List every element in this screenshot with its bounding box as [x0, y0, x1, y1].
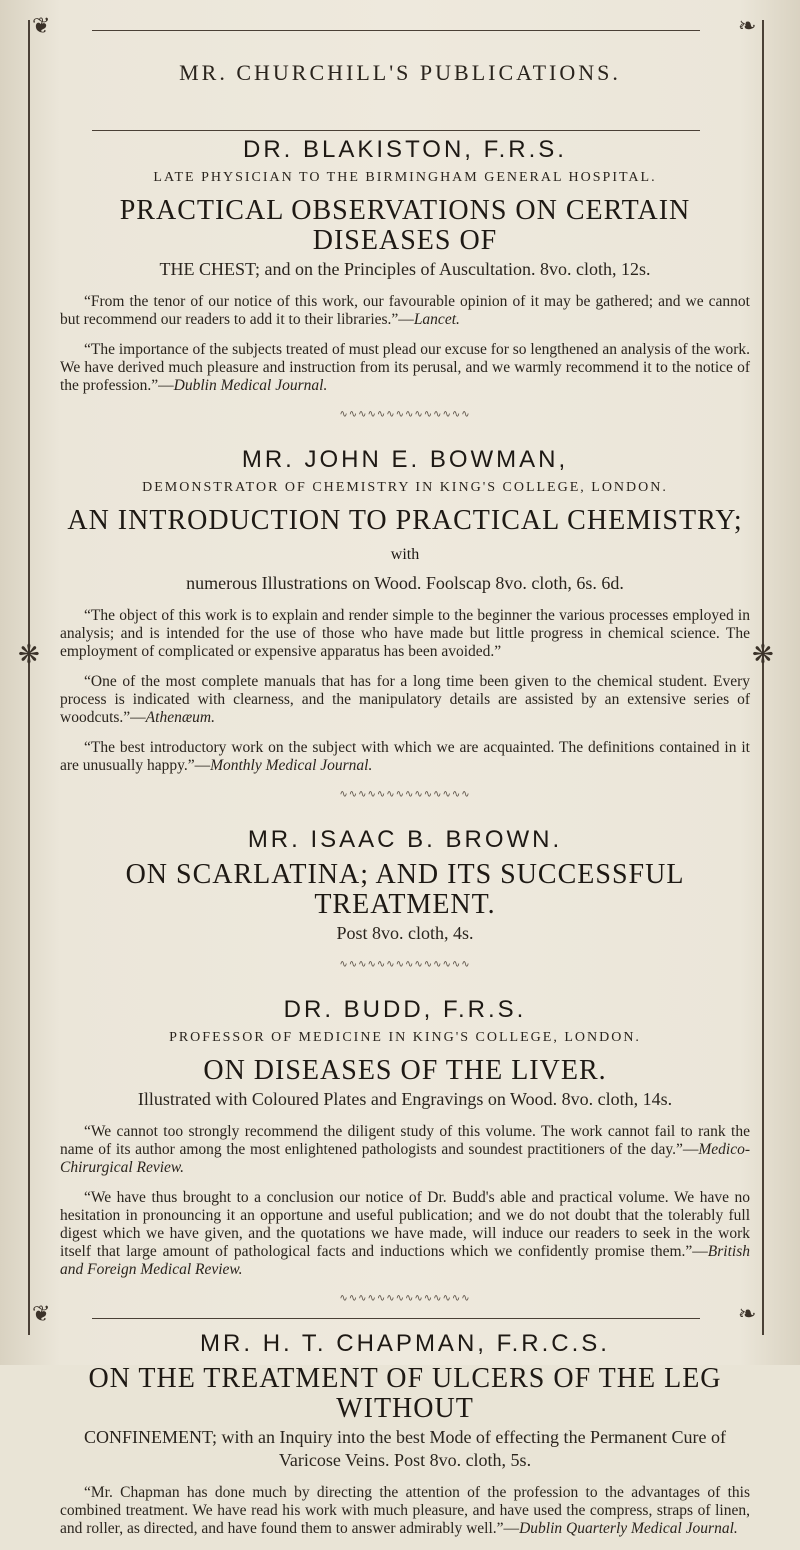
book-subtitle: CONFINEMENT; with an Inquiry into the best Mode of effecting the Permanent Cure of Varicose Veins. Post 8vo. cloth, 5s. — [83, 1427, 727, 1470]
author-position: PROFESSOR OF MEDICINE IN KING'S COLLEGE, LONDON. — [169, 1030, 641, 1045]
publication-entry — [60, 996, 750, 1279]
review-quote: “We cannot too strongly recommend the diligent study of this volume. The work cannot fail to rank the name of its author among the most enlightened pathologists and soundest practitioners of the day.”—Medico-Chirurgical Review. — [60, 1123, 750, 1176]
publication-entry — [60, 1330, 750, 1538]
review-quote: “Mr. Chapman has done much by directing the attention of the profession to the advantages of this combined treatment. We have read his work with much pleasure, and have used the compress, straps of linen, and roller, as directed, and have found them to answer admirably well.”—Dublin Quarterly Medical Journal. — [60, 1484, 750, 1537]
left-border-rule — [28, 20, 30, 1335]
publication-entry — [60, 136, 750, 395]
publication-entry — [60, 826, 750, 945]
author-position: DEMONSTRATOR OF CHEMISTRY IN KING'S COLLEGE, LONDON. — [142, 480, 668, 495]
author-name: MR. ISAAC B. BROWN. — [247, 826, 563, 853]
review-source: British and Foreign Medical Review. — [60, 1243, 750, 1278]
review-quote: “The object of this work is to explain and render simple to the beginner the various processes employed in analysis; and is intended for the use of those who have made but little progress in chemical science. The employment of complicated or expensive apparatus has been avoided.” — [60, 607, 750, 660]
corner-flourish-icon: ❦ — [32, 14, 51, 39]
review-source: Monthly Medical Journal. — [210, 757, 373, 774]
review-source: Dublin Quarterly Medical Journal. — [519, 1520, 738, 1537]
book-subtitle: Illustrated with Coloured Plates and Engravings on Wood. 8vo. cloth, 14s. — [137, 1089, 673, 1109]
review-quote: “One of the most complete manuals that has for a long time been given to the chemical student. Every process is indicated with clearness, and the manipulatory details are assisted by an extensive series of woodcuts.”—Athenæum. — [60, 673, 750, 726]
corner-flourish-icon: ❧ — [738, 1302, 757, 1327]
review-source: Medico-Chirurgical Review. — [60, 1141, 750, 1176]
review-quote: “The importance of the subjects treated of must plead our excuse for so lengthened an analysis of the work. We have derived much pleasure and instruction from its perusal, and we warmly recommend it to the notice of the profession.”—Dublin Medical Journal. — [60, 341, 750, 394]
right-border-rule — [762, 20, 764, 1335]
page-header: MR. CHURCHILL'S PUBLICATIONS. — [179, 60, 621, 85]
book-title-suffix: with — [390, 546, 420, 563]
publication-list — [60, 128, 750, 1550]
section-divider: ∿∿∿∿∿∿∿∿∿∿∿∿∿∿ — [339, 959, 471, 970]
section-divider: ∿∿∿∿∿∿∿∿∿∿∿∿∿∿ — [339, 1293, 471, 1304]
section-divider: ∿∿∿∿∿∿∿∿∿∿∿∿∿∿ — [339, 789, 471, 800]
section-divider: ∿∿∿∿∿∿∿∿∿∿∿∿∿∿ — [339, 409, 471, 420]
book-subtitle: Post 8vo. cloth, 4s. — [336, 923, 474, 943]
side-ornament-icon: ❋ — [18, 640, 40, 670]
book-title: PRACTICAL OBSERVATIONS ON CERTAIN DISEASES OF — [119, 195, 691, 256]
author-name: DR. BLAKISTON, F.R.S. — [243, 136, 567, 163]
top-rule — [92, 30, 700, 31]
book-title: ON THE TREATMENT OF ULCERS OF THE LEG WITHOUT — [88, 1363, 722, 1424]
publication-entry — [60, 446, 750, 775]
book-title: ON SCARLATINA; AND ITS SUCCESSFUL TREATMENT. — [125, 859, 685, 920]
review-source: Athenæum. — [145, 709, 215, 726]
book-subtitle: THE CHEST; and on the Principles of Auscultation. 8vo. cloth, 12s. — [159, 259, 651, 279]
corner-flourish-icon: ❦ — [32, 1302, 51, 1327]
book-title: AN INTRODUCTION TO PRACTICAL CHEMISTRY; with — [67, 505, 743, 563]
review-source: Dublin Medical Journal. — [173, 377, 328, 394]
review-quote: “The best introductory work on the subject with which we are acquainted. The definitions contained in it are unusually happy.”—Monthly Medical Journal. — [60, 739, 750, 774]
author-name: DR. BUDD, F.R.S. — [283, 996, 527, 1023]
book-subtitle: numerous Illustrations on Wood. Foolscap 8vo. cloth, 6s. 6d. — [186, 573, 624, 593]
author-name: MR. H. T. CHAPMAN, F.R.C.S. — [200, 1330, 610, 1357]
review-source: Lancet. — [413, 311, 460, 328]
review-quote: “We have thus brought to a conclusion our notice of Dr. Budd's able and practical volume. We have no hesitation in pronouncing it an opportune and useful publication; and we do not doubt that the tolerably full digest which we have given, and the quotations we have made, will induce our readers to seek in the work itself that large amount of pathological facts and inductions which we confidently promise them.”—British and Foreign Medical Review. — [60, 1189, 750, 1278]
side-ornament-icon: ❋ — [752, 640, 774, 670]
corner-flourish-icon: ❧ — [738, 14, 757, 39]
author-name: MR. JOHN E. BOWMAN, — [241, 446, 569, 473]
book-title: ON DISEASES OF THE LIVER. — [203, 1055, 607, 1086]
author-position: LATE PHYSICIAN TO THE BIRMINGHAM GENERAL HOSPITAL. — [153, 170, 657, 185]
review-quote: “From the tenor of our notice of this work, our favourable opinion of it may be gathered; and we cannot but recommend our readers to add it to their libraries.”—Lancet. — [60, 293, 750, 328]
